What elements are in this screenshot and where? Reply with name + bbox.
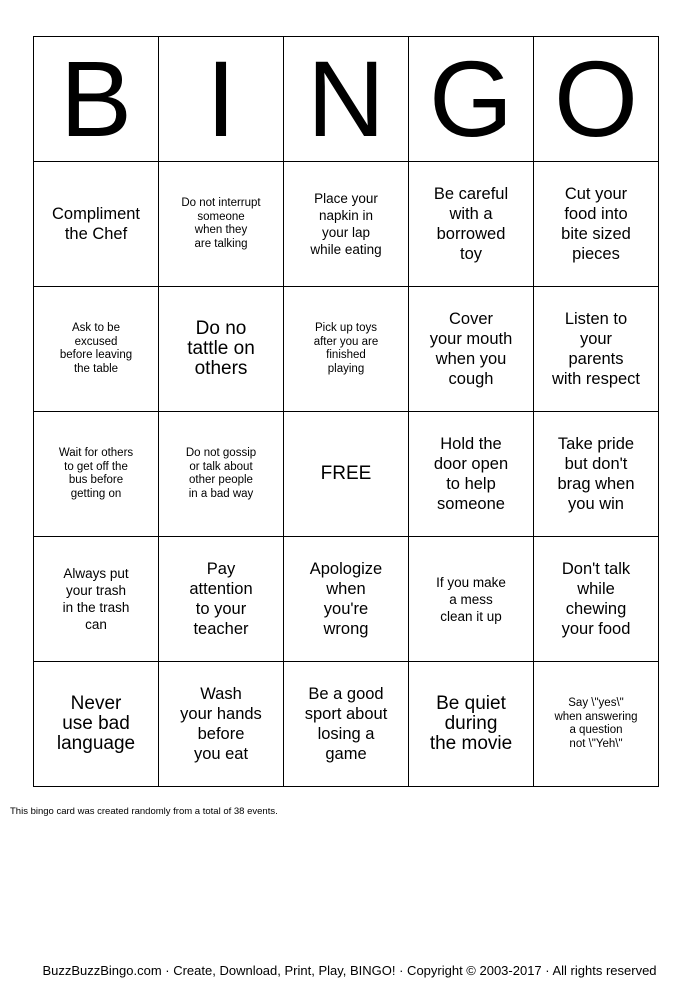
card-row bbox=[34, 412, 659, 537]
bingo-cell: Be a good sport about losing a game bbox=[284, 662, 409, 787]
card-row bbox=[34, 662, 659, 787]
free-space: FREE bbox=[284, 412, 409, 537]
letter-n: N bbox=[284, 37, 409, 162]
card-row bbox=[34, 287, 659, 412]
bingo-cell: Apologize when you're wrong bbox=[284, 537, 409, 662]
bingo-cell: Always put your trash in the trash can bbox=[34, 537, 159, 662]
site-footer: BuzzBuzzBingo.com · Create, Download, Print, Play, BINGO! · Copyright © 2003-2017 · All rights reserved bbox=[42, 963, 657, 978]
card-row bbox=[34, 537, 659, 662]
bingo-cell: Never use bad language bbox=[34, 662, 159, 787]
bingo-card bbox=[33, 36, 659, 787]
letter-i: I bbox=[159, 37, 284, 162]
bingo-cell: Be quiet during the movie bbox=[409, 662, 534, 787]
bingo-cell: Do no tattle on others bbox=[159, 287, 284, 412]
letter-g: G bbox=[409, 37, 534, 162]
bingo-cell: Be careful with a borrowed toy bbox=[409, 162, 534, 287]
bingo-cell: Listen to your parents with respect bbox=[534, 287, 659, 412]
bingo-cell: Cover your mouth when you cough bbox=[409, 287, 534, 412]
bingo-cell: Take pride but don't brag when you win bbox=[534, 412, 659, 537]
bingo-cell: Cut your food into bite sized pieces bbox=[534, 162, 659, 287]
bingo-cell: Pick up toys after you are finished playing bbox=[284, 287, 409, 412]
letter-o: O bbox=[534, 37, 659, 162]
bingo-cell: Say \"yes\" when answering a question not \"Yeh\" bbox=[534, 662, 659, 787]
bingo-cell: Wash your hands before you eat bbox=[159, 662, 284, 787]
bingo-cell: Don't talk while chewing your food bbox=[534, 537, 659, 662]
bingo-cell: Place your napkin in your lap while eating bbox=[284, 162, 409, 287]
bingo-cell: Do not gossip or talk about other people in a bad way bbox=[159, 412, 284, 537]
card-row bbox=[34, 162, 659, 287]
header-row bbox=[34, 37, 659, 162]
bingo-cell: Wait for others to get off the bus before getting on bbox=[34, 412, 159, 537]
letter-b: B bbox=[34, 37, 159, 162]
bingo-cell: Do not interrupt someone when they are talking bbox=[159, 162, 284, 287]
bingo-cell: If you make a mess clean it up bbox=[409, 537, 534, 662]
generation-note: This bingo card was created randomly from a total of 38 events. bbox=[10, 806, 278, 817]
bingo-cell: Ask to be excused before leaving the table bbox=[34, 287, 159, 412]
bingo-cell: Pay attention to your teacher bbox=[159, 537, 284, 662]
bingo-cell: Compliment the Chef bbox=[34, 162, 159, 287]
bingo-cell: Hold the door open to help someone bbox=[409, 412, 534, 537]
